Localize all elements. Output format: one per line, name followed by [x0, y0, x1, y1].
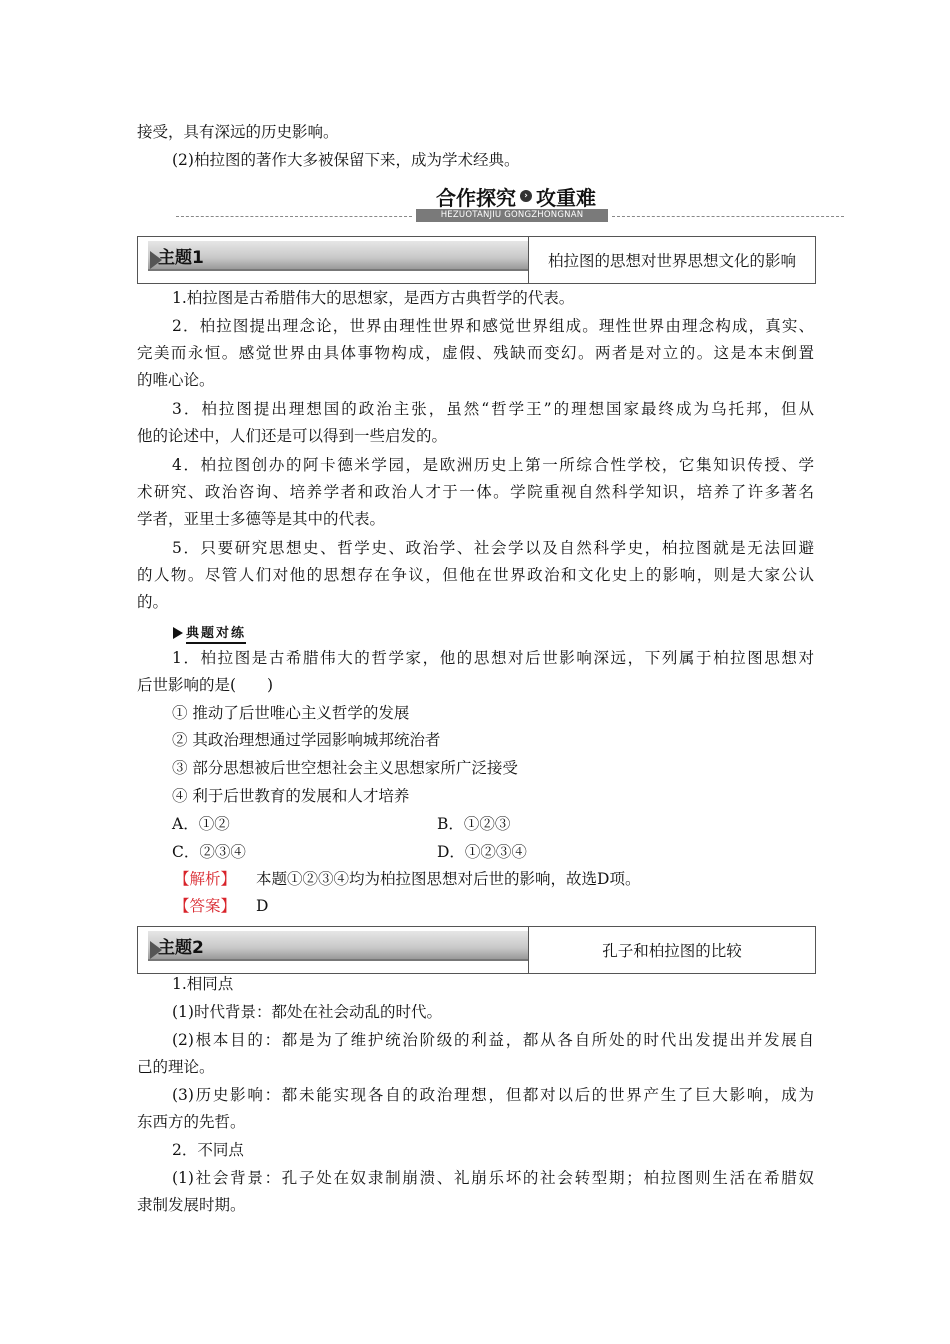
answer-label: 【答案】 — [174, 897, 237, 915]
t1-p2-l2: 完美而永恒。感觉世界由具体事物构成，虚假、残缺而变幻。两者是对立的。这是本末倒置 — [137, 344, 814, 362]
choice-b: B．①②③ — [437, 815, 511, 833]
t2-s1c-l1: (3)历史影响：都未能实现各自的政治理想，但都对以后的世界产生了巨大影响，成为 — [172, 1086, 814, 1104]
t2-s2a-l1: (1)社会背景：孔子处在奴隶制崩溃、礼崩乐坏的社会转型期；柏拉图则生活在希腊奴 — [172, 1169, 814, 1187]
option-4: ④ 利于后世教育的发展和人才培养 — [172, 787, 410, 805]
t1-p3-l1: 3．柏拉图提出理想国的政治主张，虽然“哲学王”的理想国家最终成为乌托邦，但从 — [172, 400, 814, 418]
t1-p5-l1: 5．只要研究思想史、哲学史、政治学、社会学以及自然科学史，柏拉图就是无法回避 — [172, 539, 814, 557]
topic-2-title: 孔子和柏拉图的比较 — [602, 942, 742, 960]
analysis-label: 【解析】 — [174, 870, 237, 888]
practice-heading — [173, 623, 246, 643]
triangle-icon — [173, 627, 183, 639]
practice-label: 典题对练 — [186, 622, 246, 644]
t1-p1: 1.柏拉图是古希腊伟大的思想家，是西方古典哲学的代表。 — [172, 289, 575, 307]
topic-1-title: 柏拉图的思想对世界思想文化的影响 — [547, 252, 796, 270]
option-1: ① 推动了后世唯心主义哲学的发展 — [172, 704, 410, 722]
t1-p5-l3: 的。 — [137, 593, 169, 611]
choice-d: D．①②③④ — [437, 843, 527, 861]
t2-s1a: (1)时代背景：都处在社会动乱的时代。 — [172, 1003, 442, 1021]
topic-label-box — [148, 241, 528, 271]
t2-s1b-l1: (2)根本目的：都是为了维护统治阶级的利益，都从各自所处的时代出发提出并发展自 — [172, 1031, 814, 1049]
topic-2-header — [137, 926, 816, 974]
option-3: ③ 部分思想被后世空想社会主义思想家所广泛接受 — [172, 759, 518, 777]
arrow-icon: › — [520, 190, 532, 202]
t2-s1: 1.相同点 — [172, 975, 234, 993]
topic-1-label: 主题1 — [158, 248, 204, 268]
answer-text: D — [256, 897, 269, 915]
answer-line — [174, 894, 268, 918]
t1-p2-l3: 的唯心论。 — [137, 371, 215, 389]
intro-line-2: (2)柏拉图的著作大多被保留下来，成为学术经典。 — [172, 151, 520, 169]
section-banner — [176, 183, 844, 223]
t2-s1b-l2: 己的理论。 — [137, 1058, 215, 1076]
t1-p3-l2: 他的论述中，人们还是可以得到一些启发的。 — [137, 427, 448, 445]
banner-title-a: 合作探究 — [436, 185, 516, 210]
banner-dash-right — [612, 216, 844, 217]
banner-subtitle: HEZUOTANJIU GONGZHONGNAN — [416, 209, 608, 222]
choice-c: C．②③④ — [172, 843, 246, 861]
t2-s2a-l2: 隶制发展时期。 — [137, 1196, 246, 1214]
option-2: ② 其政治理想通过学园影响城邦统治者 — [172, 731, 441, 749]
question-line-2: 后世影响的是( ) — [137, 676, 274, 694]
banner-dash-left — [176, 216, 412, 217]
banner-title-b: 攻重难 — [536, 185, 596, 210]
topic-label-box — [148, 931, 528, 961]
analysis-line — [174, 867, 640, 891]
t1-p4-l2: 术研究、政治咨询、培养学者和政治人才于一体。学院重视自然科学知识，培养了许多著名 — [137, 483, 814, 501]
topic-1-header — [137, 236, 816, 284]
topic-2-label: 主题2 — [158, 938, 204, 958]
banner-title — [416, 183, 616, 209]
analysis-text: 本题①②③④均为柏拉图思想对后世的影响，故选D项。 — [256, 870, 641, 888]
intro-line-1: 接受，具有深远的历史影响。 — [137, 123, 339, 141]
t1-p4-l3: 学者，亚里士多德等是其中的代表。 — [137, 510, 386, 528]
choice-a: A．①② — [172, 815, 230, 833]
t1-p4-l1: 4．柏拉图创办的阿卡德米学园，是欧洲历史上第一所综合性学校，它集知识传授、学 — [172, 456, 814, 474]
t2-s2: 2．不同点 — [172, 1141, 244, 1159]
t2-s1c-l2: 东西方的先哲。 — [137, 1113, 246, 1131]
question-line-1: 1．柏拉图是古希腊伟大的哲学家，他的思想对后世影响深远，下列属于柏拉图思想对 — [172, 649, 814, 667]
t1-p5-l2: 的人物。尽管人们对他的思想存在争议，但他在世界政治和文化史上的影响，则是大家公认 — [137, 566, 814, 584]
t1-p2-l1: 2．柏拉图提出理念论，世界由理性世界和感觉世界组成。理性世界由理念构成，真实、 — [172, 317, 814, 335]
